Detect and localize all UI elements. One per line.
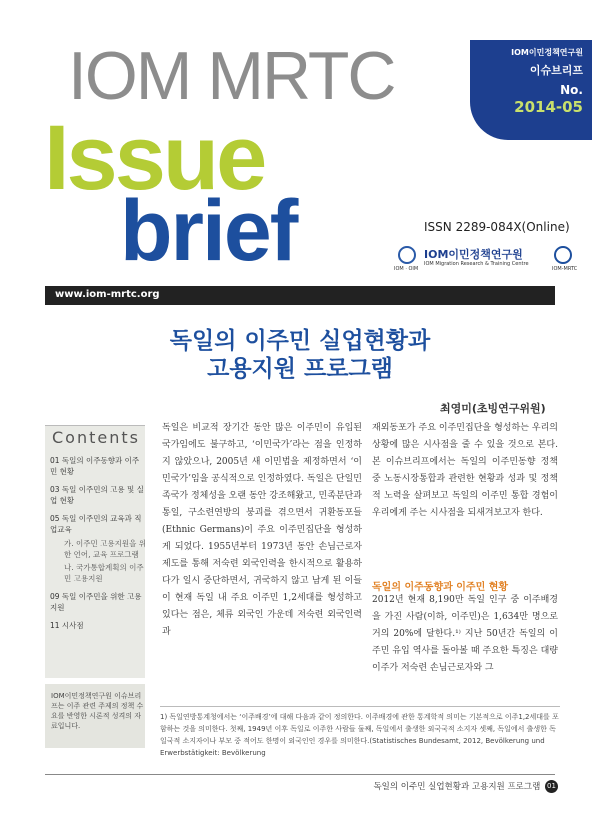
toc-item[interactable]: 03 독일 이주민의 고용 및 실업 현황 [50,485,144,505]
org-logo-subtitle: IOM Migration Research & Training Centre [424,261,529,267]
footnote: 1) 독일연방통계청에서는 ‘이주배경’에 대해 다음과 같이 정의한다. 이주배경에 관한 통계학적 의미는 기본적으로 이주1,2세대를 포함하는 것을 의미한다. 첫째, 1949년 이후 독일로 이주한 사람들 둘째, 독일에서 출생한 외국국적 소지자 셋째, 독일에서 출생한 독일국적 소지자이나 부모 중 적어도 한명이 외국인인 경우를 의미한다.(Statistisches Bundesamt, 2012, Bevölkerung und Erwerbstätigkeit: Bevölkerung [160,713,559,757]
iom-globe-icon [398,246,416,264]
website-bar [45,286,555,305]
masthead-issue: Issue [44,107,265,209]
org-note: IOM이민정책연구원 이슈브리프는 이주 관련 주제의 정책 수요를 반영한 시론적 성격의 자료입니다. [45,684,145,748]
badge-issue-number: 2014-05 [514,98,583,116]
badge-no-label: No. [560,83,583,97]
contents-heading: Contents [52,428,140,447]
footer-divider [45,774,555,775]
masthead-brief: brief [120,183,297,279]
toc-item[interactable]: 01 독일의 이주동향과 이주민 현황 [50,456,140,476]
footer-title: 독일의 이주민 실업현황과 고용지원 프로그램 [373,782,541,792]
logo-strip [394,244,584,276]
page-number: 01 [545,780,558,793]
badge-kind: 이슈브리프 [529,64,583,77]
title-line-2: 고용지원 프로그램 [207,356,393,382]
author: 최영미(초빙연구위원) [440,402,546,415]
title-line-1: 독일의 이주민 실업현황과 [169,328,431,354]
org-logo-text: IOM이민정책연구원 [424,248,523,261]
iom-logo-caption: IOM · OIM [394,266,419,272]
issn-number: ISSN 2289-084X(Online) [424,220,570,234]
mrtc-logo-caption: IOM-MRTC [552,266,578,272]
section-heading: 독일의 이주동향과 이주민 현황 [372,582,509,593]
footnote-divider [160,706,560,707]
issue-badge [470,40,592,140]
body-column-2-continued: 2012년 현재 8,190만 독일 인구 중 이주배경을 가진 사람(이하, 이주민)은 1,634만 명으로 거의 20%에 달한다.¹⁾ 지난 50년간 독일의 이주민 유입 역사를 돌아볼 때 주요한 특징은 대량 이주가 저숙련 손님근로자와 그 [372,595,558,673]
toc-subitem[interactable]: 나. 국가통합계획의 이주민 고용지원 [64,563,144,583]
badge-org: IOM이민정책연구원 [511,48,583,57]
masthead-org: IOM MRTC [68,38,395,114]
table-of-contents [50,455,146,638]
body-column-2: 재외동포가 주요 이주민집단을 형성하는 우리의 상황에 많은 시사점을 줄 수 있을 것으로 본다. 본 이슈브리프에서는 독일의 이주민동향 정책 중 노동시장통합과 관련한 현황과 성과 및 정책적 노력을 살펴보고 독일의 이주민 통합 경험이 우리에게 주는 시사점을 되새겨보고자 한다. [372,423,558,518]
page-footer [330,780,558,793]
mrtc-globe-icon [554,246,572,264]
toc-subitem[interactable]: 가. 이주민 고용지원을 위한 언어, 교육 프로그램 [64,539,146,559]
toc-item[interactable]: 09 독일 이주민을 위한 고용지원 [50,592,142,612]
website-url[interactable]: www.iom-mrtc.org [55,289,160,300]
toc-item[interactable]: 11 시사점 [50,621,84,630]
toc-item[interactable]: 05 독일 이주민의 교육과 직업교육 [50,514,142,534]
body-column-1: 독일은 비교적 장기간 동안 많은 이주민이 유입된 국가임에도 불구하고, ‘이민국가’라는 점을 인정하지 않았으나, 2005년 새 이민법을 제정하면서 ‘이민국가’임을 공식적으로 인정하였다. 독일은 단일민족국가 정체성을 오랜 동안 강조해왔고, 민족분단과 통일, 구소련연방의 붕괴를 겪으면서 귀환동포들(Ethnic Germans)이 주요 이주민집단을 형성하게 되었다. 1955년부터 1973년 동안 손님근로자제도를 통해 저숙련 외국인력을 한시적으로 활용하다가 일시 중단하면서, 귀국하지 않고 남게 된 이들이 현재 독일 내 주요 이주민 1,2세대를 형성하고 있다는 점은, 체류 외국인 가운데 저숙련 외국인력과 [162,423,362,637]
document-title [0,327,600,383]
